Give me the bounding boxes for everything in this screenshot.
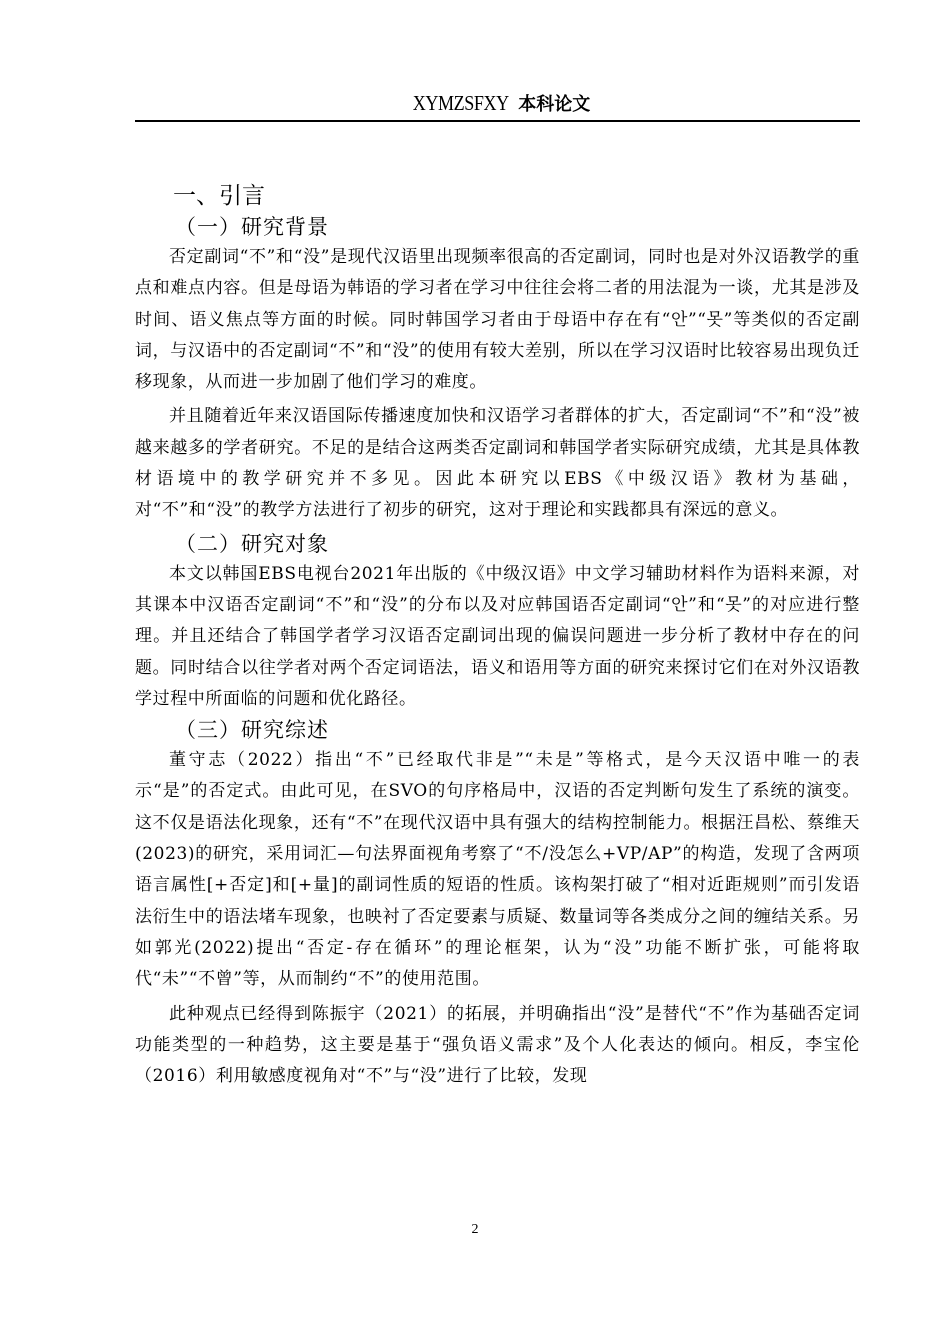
- paragraph: 否定副词“不”和“没”是现代汉语里出现频率很高的否定副词，同时也是对外汉语教学的重点和难点内容。但是母语为韩语的学习者在学习中往往会将二者的用法混为一谈，尤其是涉及时间、语义焦点等方面的时候。同时韩国学习者由于母语中存在有“안”“못”等类似的否定副词，与汉语中的否定副词“不”和“没”的使用有较大差别，所以在学习汉语时比较容易出现负迁移现象，从而进一步加剧了他们学习的难度。: [135, 247, 860, 393]
- paragraph: 董守志（2022）指出“不”已经取代非是”“未是”等格式，是今天汉语中唯一的表示“是”的否定式。由此可见，在SVO的句序格局中，汉语的否定判断句发生了系统的演变。这不仅是语法化现象，还有“不”在现代汉语中具有强大的结构控制能力。根据汪昌松、蔡维天(2023)的研究，采用词汇—句法界面视角考察了“不/没怎么+VP/AP”的构造，发现了含两项语言属性[+否定]和[+量]的副词性质的短语的性质。该构架打破了“相对近距规则”而引发语法衍生中的语法堵车现象，也映衬了否定要素与质疑、数量词等各类成分之间的缠结关系。另如郭光(2022)提出“否定-存在循环”的理论框架，认为“没”功能不断扩张，可能将取代“未”“不曾”等，从而制约“不”的使用范围。: [135, 750, 860, 990]
- section-heading-introduction: 一、引言: [173, 183, 265, 209]
- header-latin-title: XYMZSFXY: [412, 91, 509, 115]
- subsection-heading-review: （三）研究综述: [175, 718, 329, 743]
- subsection-heading-object: （二）研究对象: [175, 531, 329, 556]
- paragraph: 本文以韩国EBS电视台2021年出版的《中级汉语》中文学习辅助材料作为语料来源，对其课本中汉语否定副词“不”和“没”的分布以及对应韩国语否定副词“안”和“못”的对应进行整理。并且还结合了韩国学者学习汉语否定副词出现的偏误问题进一步分析了教材中存在的问题。同时结合以往学者对两个否定词语法，语义和语用等方面的研究来探讨它们在对外汉语教学过程中所面临的问题和优化路径。: [135, 563, 860, 709]
- page-number: 2: [471, 1222, 479, 1237]
- subsection-heading-background: （一）研究背景: [175, 215, 329, 239]
- paragraph: 并且随着近年来汉语国际传播速度加快和汉语学习者群体的扩大，否定副词“不”和“没”被越来越多的学者研究。不足的是结合这两类否定副词和韩国学者实际研究成绩，尤其是具体教材语境中的教学研究并不多见。因此本研究以EBS《中级汉语》教材为基础，对“不”和“没”的教学方法进行了初步的研究，这对于理论和实践都具有深远的意义。: [135, 406, 860, 521]
- header-cjk-title: 本科论文: [518, 94, 591, 115]
- header-rule: [135, 120, 860, 122]
- paragraph: 此种观点已经得到陈振宇（2021）的拓展，并明确指出“没”是替代“不”作为基础否定词功能类型的一种趋势，这主要是基于“强负语义需求”及个人化表达的倾向。相反，李宝伦（2016）利用敏感度视角对“不”与“没”进行了比较，发现: [135, 1003, 860, 1087]
- page-header: [135, 90, 860, 122]
- document-body: [135, 180, 860, 1092]
